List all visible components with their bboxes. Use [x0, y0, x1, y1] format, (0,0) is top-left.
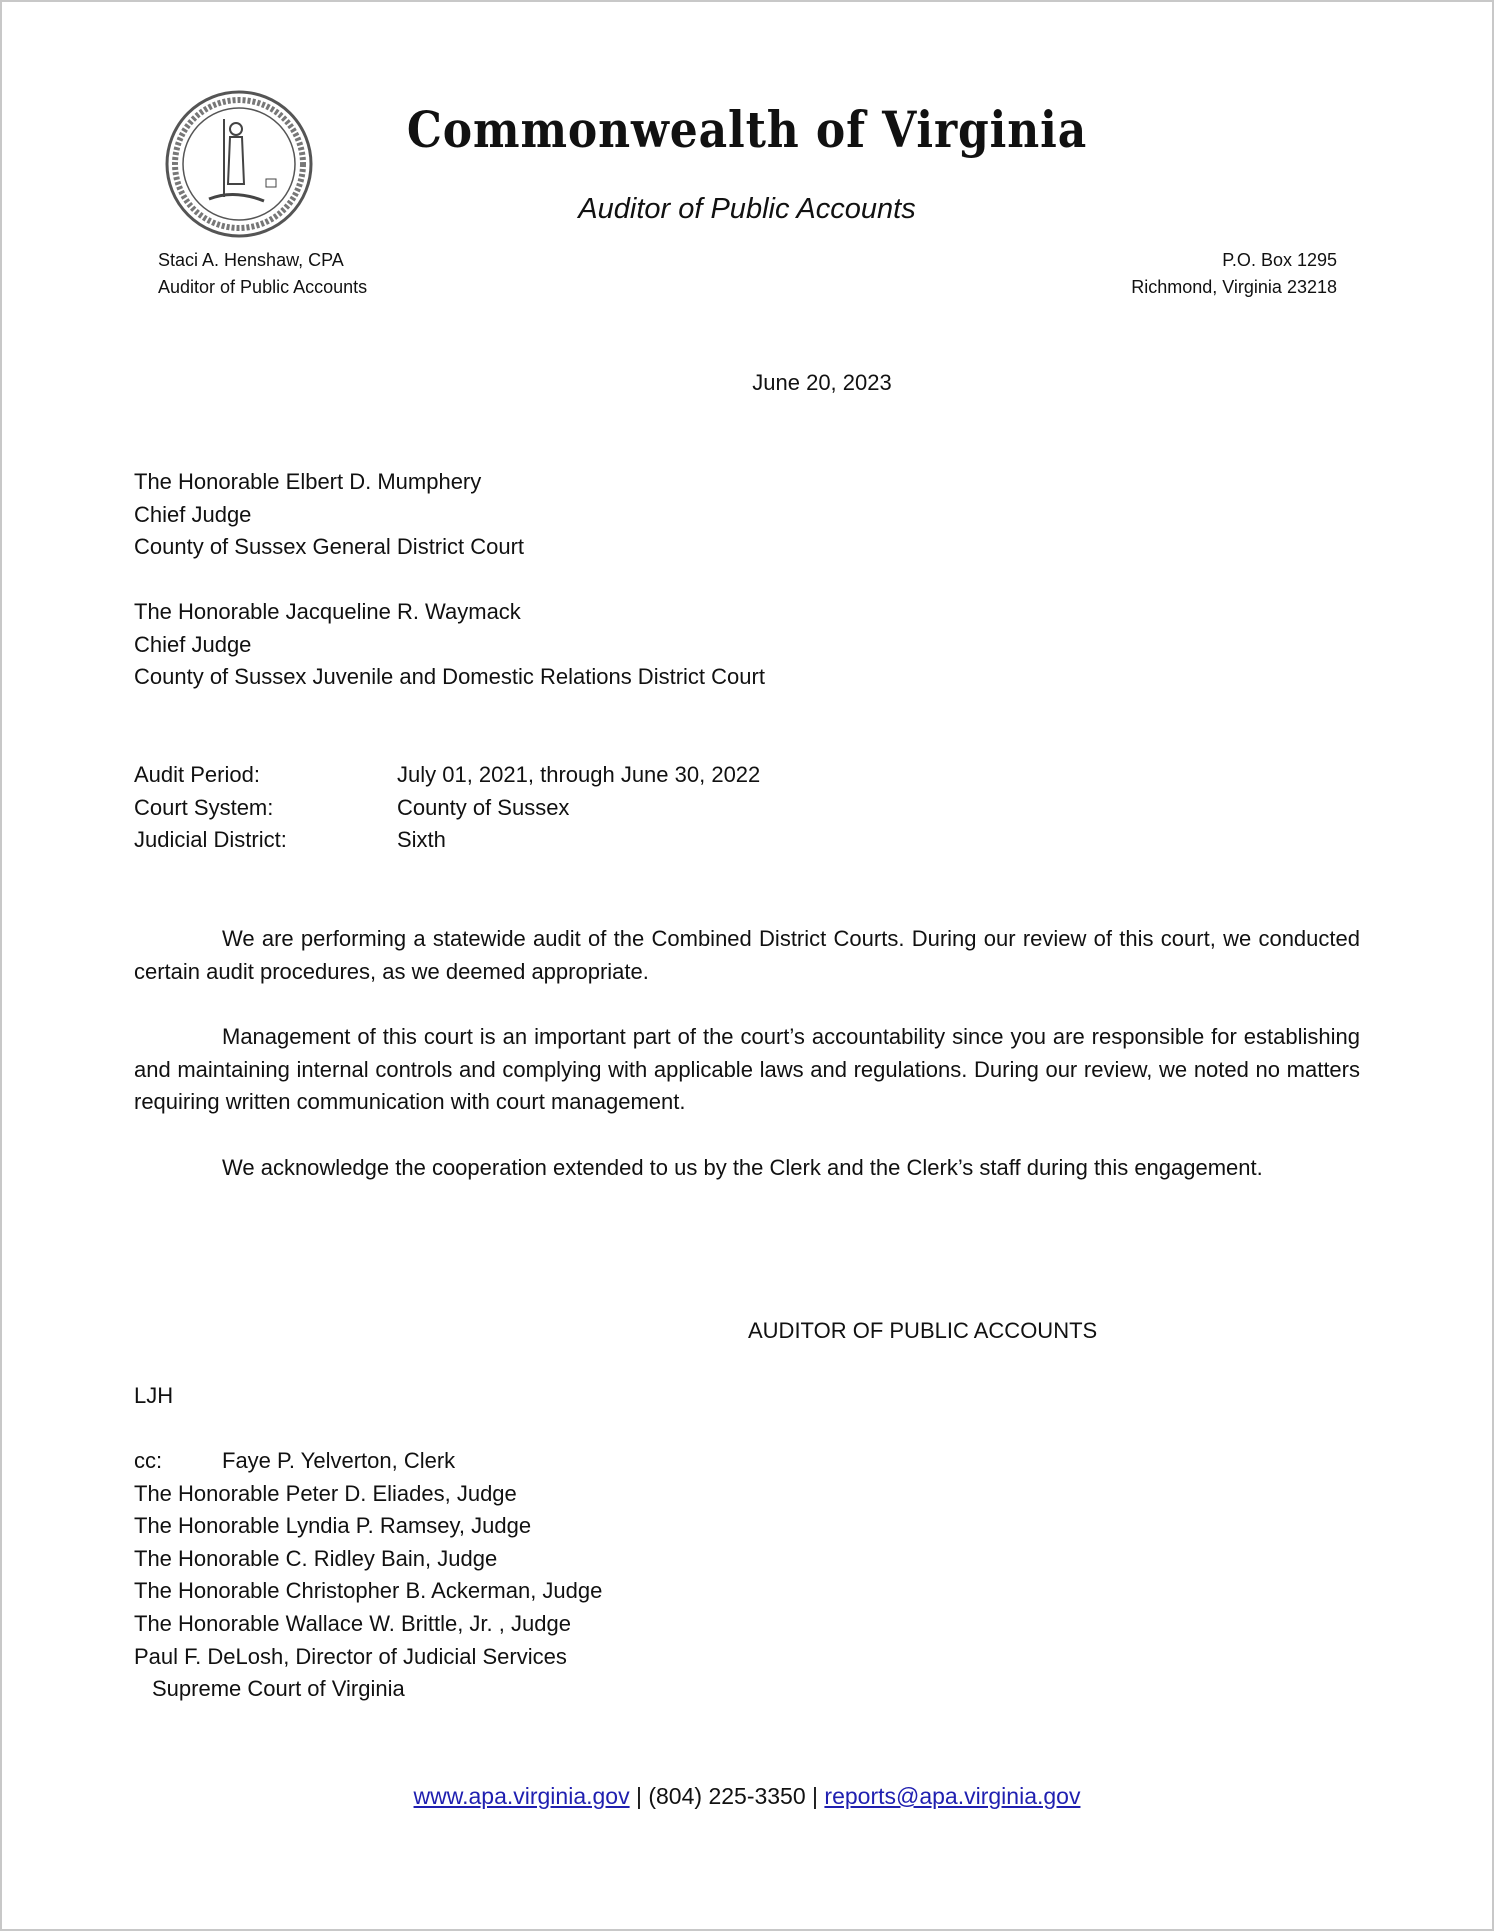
recipient-1: [134, 466, 524, 564]
po-box: P.O. Box 1295: [1222, 250, 1337, 270]
detail-row: [134, 824, 760, 857]
cc-name: The Honorable Christopher B. Ackerman, Judge: [134, 1578, 603, 1604]
cc-name: The Honorable C. Ridley Bain, Judge: [134, 1545, 498, 1571]
cc-name: Paul F. DeLosh, Director of Judicial Services: [134, 1643, 567, 1669]
cc-name: Faye P. Yelverton, Clerk: [222, 1448, 456, 1473]
detail-value: July 01, 2021, through June 30, 2022: [397, 762, 761, 787]
cc-label: cc:: [134, 1448, 163, 1473]
detail-row: [134, 792, 760, 825]
cc-name: The Honorable Lyndia P. Ramsey, Judge: [134, 1513, 532, 1539]
detail-label: Court System:: [134, 794, 274, 820]
detail-label: Judicial District:: [134, 827, 287, 853]
recipient-name: The Honorable Jacqueline R. Waymack: [134, 599, 521, 624]
cc-first: [134, 1445, 602, 1478]
signature-block: AUDITOR OF PUBLIC ACCOUNTS: [748, 1318, 1098, 1343]
recipient-name: The Honorable Elbert D. Mumphery: [134, 469, 482, 494]
email-link[interactable]: reports@apa.virginia.gov: [824, 1783, 1081, 1809]
recipient-court: County of Sussex General District Court: [134, 534, 525, 560]
footer: [0, 1780, 1494, 1813]
paragraph-3: We acknowledge the cooperation extended to us by the Clerk and the Clerk’s staff during this engagement.: [222, 1155, 1263, 1180]
footer-separator: |: [812, 1783, 819, 1809]
recipient-title: Chief Judge: [134, 631, 252, 657]
detail-value: Sixth: [397, 827, 446, 853]
auditor-title: Auditor of Public Accounts: [158, 277, 368, 297]
audit-details: [134, 759, 760, 857]
website-link[interactable]: www.apa.virginia.gov: [413, 1783, 630, 1809]
detail-value: County of Sussex: [397, 794, 570, 820]
cc-name: The Honorable Wallace W. Brittle, Jr. , Judge: [134, 1610, 571, 1636]
phone-number: (804) 225-3350: [648, 1783, 806, 1809]
footer-separator: |: [635, 1783, 642, 1809]
auditor-info: [158, 247, 367, 301]
paragraph-2: Management of this court is an important part of the court’s accountability since you are responsible for establishing and maintaining internal controls and complying with applicable laws and regulations. During our review, we noted no matters requiring written communication with court management.: [134, 1024, 1360, 1115]
recipient-2: [134, 596, 765, 694]
detail-label: Audit Period:: [134, 762, 260, 787]
detail-row: [134, 759, 760, 792]
recipient-title: Chief Judge: [134, 501, 252, 527]
city-state-zip: Richmond, Virginia 23218: [1131, 277, 1337, 297]
typist-initials: LJH: [134, 1383, 174, 1408]
recipient-court: County of Sussex Juvenile and Domestic Relations District Court: [134, 664, 765, 690]
cc-name: The Honorable Peter D. Eliades, Judge: [134, 1480, 517, 1506]
cc-name: Supreme Court of Virginia: [152, 1676, 405, 1702]
office-address: [1131, 247, 1337, 301]
letterhead-subtitle: Auditor of Public Accounts: [578, 193, 916, 225]
letterhead-title: Commonwealth of Virginia: [406, 100, 1088, 159]
paragraph-1: We are performing a statewide audit of the Combined District Courts. During our review of this court, we conducted certain audit procedures, as we deemed appropriate.: [134, 926, 1360, 984]
cc-list: [134, 1445, 602, 1706]
letter-date: June 20, 2023: [752, 370, 892, 395]
auditor-name: Staci A. Henshaw, CPA: [158, 250, 344, 270]
